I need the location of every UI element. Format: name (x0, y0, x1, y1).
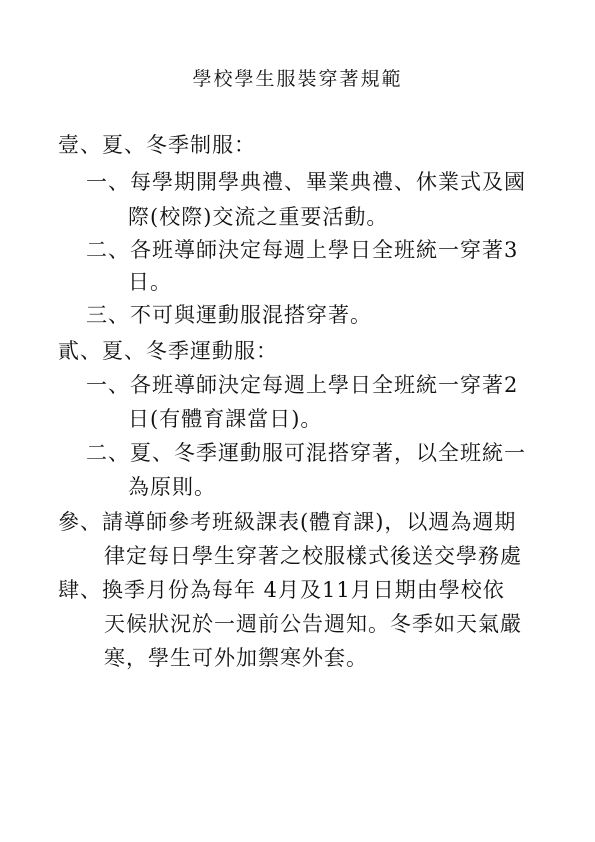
page-title: 學校學生服裝穿著規範 (192, 68, 403, 90)
section-4-cont-2: 寒，學生可外加禦寒外套。 (104, 646, 368, 670)
section-4-cont-1: 天候狀況於一週前公告週知。冬季如天氣嚴 (104, 612, 522, 636)
section-3-cont: 律定每日學生穿著之校服樣式後送交學務處 (104, 544, 522, 568)
item-1-1-cont: 際(校際)交流之重要活動。 (128, 205, 389, 229)
item-1-3: 三、不可與運動服混搭穿著。 (86, 303, 372, 327)
item-2-1: 一、各班導師決定每週上學日全班統一穿著2 (86, 373, 519, 397)
item-2-1-cont: 日(有體育課當日)。 (128, 407, 323, 431)
section-4-heading: 肆、換季月份為每年 4月及11月日期由學校依 (58, 578, 505, 602)
section-3-heading: 參、請導師參考班級課表(體育課)，以週為週期 (58, 510, 517, 534)
item-1-2-cont: 日。 (128, 270, 172, 294)
item-2-2: 二、夏、冬季運動服可混搭穿著，以全班統一 (86, 441, 526, 465)
section-2-heading: 貳、夏、冬季運動服： (58, 339, 278, 363)
item-1-2: 二、各班導師決定每週上學日全班統一穿著3 (86, 238, 519, 262)
item-1-1: 一、每學期開學典禮、畢業典禮、休業式及國 (86, 170, 526, 194)
item-2-2-cont: 為原則。 (128, 475, 216, 499)
section-1-heading: 壹、夏、冬季制服： (58, 133, 256, 157)
